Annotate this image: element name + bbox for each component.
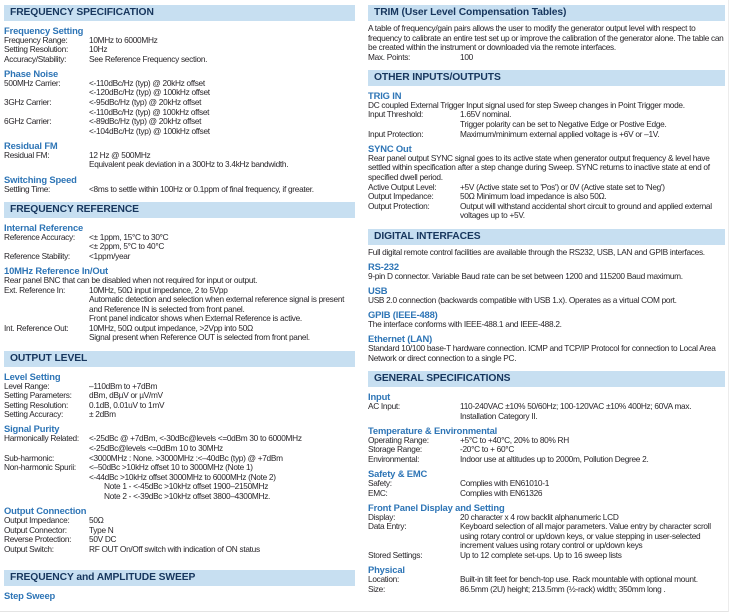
spec-label: Setting Accuracy: bbox=[4, 409, 64, 420]
spec-value bbox=[460, 402, 725, 421]
spec-label: Active Output Level: bbox=[368, 181, 437, 192]
subsection-heading: Frequency Setting bbox=[4, 24, 84, 36]
subsection-heading: Physical bbox=[368, 564, 405, 576]
subsection-heading: Internal Reference bbox=[4, 221, 84, 233]
spec-label: Output Impedance: bbox=[368, 191, 434, 202]
spec-label: AC Input: bbox=[368, 400, 400, 411]
spec-row bbox=[368, 585, 725, 595]
section-header: FREQUENCY REFERENCE bbox=[4, 202, 355, 218]
spec-label: Output Connector: bbox=[4, 524, 67, 535]
spec-row bbox=[368, 130, 725, 140]
spec-value bbox=[89, 98, 355, 117]
paragraph: DC coupled External Trigger Input signal used for step Sweep changes in Point Trigger mode. bbox=[368, 99, 685, 110]
spec-value-line: Front panel indicator shows when External Reference is active. bbox=[89, 313, 302, 324]
spec-label: Frequency Range: bbox=[4, 34, 68, 45]
spec-value-line: <-25dBc@levels <=0dBm 10 to 30MHz bbox=[89, 443, 223, 454]
spec-label: Residual FM: bbox=[4, 149, 50, 160]
subsection-heading: 10MHz Reference In/Out bbox=[4, 264, 109, 276]
spec-value-line: 50Ω bbox=[89, 515, 104, 526]
subsection-heading: Phase Noise bbox=[4, 67, 59, 79]
spec-label: Sub-harmonic: bbox=[4, 452, 55, 463]
left-column bbox=[4, 4, 355, 611]
spec-value-line: <-89dBc/Hz (typ) @ 20kHz offset bbox=[89, 116, 202, 127]
spec-value-line: Indoor use at altitudes up to 2000m, Pollution Degree 2. bbox=[460, 453, 649, 464]
subsection-heading: Step Sweep bbox=[4, 589, 56, 601]
spec-label: Output Protection: bbox=[368, 200, 430, 211]
spec-value-line: Automatic detection and selection when external reference signal is present and Reference IN is selected from front panel. bbox=[89, 294, 345, 314]
spec-value bbox=[89, 55, 355, 65]
paragraph: Rear panel BNC that can be disabled when not required for input or output. bbox=[4, 274, 258, 285]
spec-value-line: –110dBm to +7dBm bbox=[89, 380, 158, 391]
spec-label: EMC: bbox=[368, 487, 388, 498]
spec-value bbox=[460, 551, 725, 561]
spec-value bbox=[89, 324, 355, 343]
spec-value-line: Equivalent peak deviation in a 300Hz to 3.4kHz bandwidth. bbox=[89, 159, 289, 170]
spec-label: Location: bbox=[368, 574, 399, 585]
spec-value-line: Built-in tilt feet for bench-top use. Rack mountable with optional mount. bbox=[460, 574, 698, 585]
section-header: OTHER INPUTS/OUTPUTS bbox=[368, 70, 725, 86]
subsection-heading: Input bbox=[368, 390, 391, 402]
spec-label: Safety: bbox=[368, 477, 392, 488]
spec-value-line: Complies with EN61010-1 bbox=[460, 477, 550, 488]
spec-value-line: <–50dBc >10kHz offset 10 to 3000MHz (Note 1) bbox=[89, 462, 253, 473]
spec-label: Harmonically Related: bbox=[4, 433, 79, 444]
spec-value-line: <8ms to settle within 100Hz or 0.1ppm of final frequency, if greater. bbox=[89, 183, 314, 194]
subsection-heading: Output Connection bbox=[4, 505, 87, 517]
paragraph: Rear panel output SYNC signal goes to its active state when generator output frequency & level have settled within specification after a step change during Sweep. SYNC returns to inactive state at end of specified dwell period. bbox=[368, 152, 710, 182]
spec-label: Output Impedance: bbox=[4, 515, 70, 526]
spec-value bbox=[460, 522, 725, 551]
spec-value-line: <-120dBc/Hz (typ) @ 100kHz offset bbox=[89, 87, 210, 98]
spec-row bbox=[368, 53, 725, 63]
section-header: DIGITAL INTERFACES bbox=[368, 229, 725, 245]
spec-label: Non-harmonic Spurii: bbox=[4, 462, 76, 473]
spec-value bbox=[460, 53, 725, 63]
spec-value bbox=[460, 202, 725, 221]
spec-value-line: +5V (Active state set to 'Pos') or 0V (Active state set to 'Neg') bbox=[460, 181, 665, 192]
spec-label: Max. Points: bbox=[368, 51, 411, 62]
spec-value-line: 10MHz to 6000MHz bbox=[89, 34, 158, 45]
spec-row bbox=[368, 202, 725, 221]
spec-row bbox=[4, 252, 355, 262]
spec-value-line: Keyboard selection of all major parameters. Value entry by character scroll using rotary control or up/down keys, or value stepping in user-selected increment values using rotary control or up/down keys bbox=[460, 521, 711, 551]
spec-label: Data Entry: bbox=[368, 521, 407, 532]
section-header: TRIM (User Level Compensation Tables) bbox=[368, 5, 725, 21]
spec-value-line: <-104dBc/Hz (typ) @ 100kHz offset bbox=[89, 125, 210, 136]
subsection-heading: Residual FM bbox=[4, 139, 58, 151]
spec-value-line: <-110dBc/Hz (typ) @ 20kHz offset bbox=[89, 77, 205, 88]
spec-value-line: 10MHz, 50Ω input impedance, 2 to 5Vpp bbox=[89, 284, 228, 295]
paragraph: 9-pin D connector. Variable Baud rate can be set between 1200 and 115200 Baud maximum. bbox=[368, 271, 683, 281]
spec-value bbox=[89, 286, 355, 324]
spec-label: Reference Accuracy: bbox=[4, 231, 75, 242]
paragraph: USB 2.0 connection (backwards compatible with USB 1.x). Operates as a virtual COM port. bbox=[368, 295, 677, 306]
spec-value bbox=[89, 185, 355, 195]
spec-value bbox=[89, 410, 355, 420]
spec-label: Size: bbox=[368, 583, 385, 594]
spec-value-line: <1ppm/year bbox=[89, 250, 131, 261]
spec-value-line: Up to 12 complete set-ups. Up to 16 sweep lists bbox=[460, 550, 622, 560]
spec-value-line: Maximum/minimum external applied voltage is +6V or –1V. bbox=[460, 128, 660, 139]
spec-value bbox=[89, 36, 355, 46]
spec-value-line: Note 2 - <-39dBc >10kHz offset 3800–4300MHz. bbox=[104, 491, 271, 501]
spec-value-line: <-25dBc @ +7dBm, <-30dBc@levels <=0dBm 30 to 6000MHz bbox=[89, 433, 302, 444]
spec-value bbox=[460, 489, 725, 499]
spec-label: Ext. Reference In: bbox=[4, 284, 66, 295]
spec-row bbox=[368, 522, 725, 551]
spec-value-line: 0.1dB, 0.01uV to 1mV bbox=[89, 399, 165, 410]
spec-label: 6GHz Carrier: bbox=[4, 116, 52, 127]
spec-label: 3GHz Carrier: bbox=[4, 96, 52, 107]
spec-value bbox=[89, 434, 355, 453]
spec-row bbox=[4, 55, 355, 65]
subsection-heading: Switching Speed bbox=[4, 173, 77, 185]
spec-value bbox=[460, 455, 725, 465]
spec-label: Int. Reference Out: bbox=[4, 322, 69, 333]
spec-value-line: Type N bbox=[89, 524, 114, 535]
spec-row bbox=[4, 117, 355, 136]
spec-value-line: <± 1ppm, 15°C to 30°C bbox=[89, 231, 169, 242]
spec-row bbox=[4, 545, 355, 555]
spec-label: Stored Settings: bbox=[368, 550, 423, 560]
spec-value bbox=[89, 151, 355, 170]
spec-label: Input Threshold: bbox=[368, 109, 424, 120]
spec-value bbox=[89, 117, 355, 136]
spec-value-line: Installation Category II. bbox=[460, 410, 538, 421]
spec-value-line: 20 character x 4 row backlit alphanumeric LCD bbox=[460, 511, 619, 522]
spec-label: Operating Range: bbox=[368, 434, 429, 445]
spec-value bbox=[89, 401, 355, 411]
spec-value bbox=[89, 252, 355, 262]
spec-row bbox=[4, 324, 355, 343]
spec-value-line: <3000MHz : None. >3000MHz :<–40dBc (typ) @ +7dBm bbox=[89, 452, 283, 463]
spec-row bbox=[4, 98, 355, 117]
spec-row bbox=[368, 110, 725, 129]
section-header: FREQUENCY and AMPLITUDE SWEEP bbox=[4, 570, 355, 586]
spec-label: Level Range: bbox=[4, 380, 50, 391]
spec-value bbox=[460, 585, 725, 595]
section-header: GENERAL SPECIFICATIONS bbox=[368, 371, 725, 387]
spec-value-line: <-110dBc/Hz (typ) @ 100kHz offset bbox=[89, 106, 210, 117]
subsection-heading: TRIG IN bbox=[368, 89, 402, 101]
spec-label: Setting Resolution: bbox=[4, 399, 68, 410]
spec-value-line: RF OUT On/Off switch with indication of ON status bbox=[89, 543, 260, 554]
spec-value-line: Note 1 - <-45dBc >10kHz offset 1900–2150MHz bbox=[104, 481, 269, 492]
spec-value-line: See Reference Frequency section. bbox=[89, 53, 208, 64]
spec-row bbox=[368, 402, 725, 421]
spec-label: Setting Resolution: bbox=[4, 44, 68, 55]
spec-row bbox=[4, 151, 355, 170]
spec-value bbox=[460, 110, 725, 129]
subsection-heading: GPIB (IEEE-488) bbox=[368, 309, 438, 321]
spec-row bbox=[4, 185, 355, 195]
spec-value bbox=[89, 463, 355, 501]
spec-value-line: Trigger polarity can be set to Negative Edge or Postive Edge. bbox=[460, 119, 667, 130]
spec-row bbox=[368, 479, 725, 489]
spec-row bbox=[4, 233, 355, 252]
spec-label: Output Switch: bbox=[4, 543, 54, 554]
spec-label: Setting Parameters: bbox=[4, 390, 72, 401]
section-header: OUTPUT LEVEL bbox=[4, 351, 355, 367]
subsection-heading: SYNC Out bbox=[368, 142, 412, 154]
paragraph: A table of frequency/gain pairs allows the user to modify the generator output level with respect to frequency to calibrate an entire test set up or improve the calibration of the generator alone. The table can be created within the instrument or downloaded via the remote interfaces. bbox=[368, 23, 724, 53]
subsection-heading: Temperature & Environmental bbox=[368, 424, 498, 436]
subsection-heading: Front Panel Display and Setting bbox=[368, 501, 505, 513]
spec-label: Input Protection: bbox=[368, 128, 424, 139]
spec-row bbox=[4, 434, 355, 453]
spec-label: Settling Time: bbox=[4, 183, 51, 194]
spec-value-line: ± 2dBm bbox=[89, 409, 116, 420]
paragraph: Standard 10/100 base-T hardware connection. ICMP and TCP/IP Protocol for connection to Local Area Network or direct connection to a single PC. bbox=[368, 343, 716, 363]
spec-row bbox=[368, 489, 725, 499]
spec-row bbox=[4, 286, 355, 324]
subsection-heading: Level Setting bbox=[4, 370, 61, 382]
spec-value bbox=[89, 526, 355, 536]
subsection-heading: Safety & EMC bbox=[368, 467, 428, 479]
spec-value-line: <-95dBc/Hz (typ) @ 20kHz offset bbox=[89, 96, 202, 107]
spec-value-line: <± 2ppm, 5°C to 40°C bbox=[89, 241, 165, 252]
spec-row bbox=[4, 410, 355, 420]
spec-value bbox=[89, 233, 355, 252]
subsection-heading: Signal Purity bbox=[4, 423, 60, 435]
spec-value-line: 10Hz bbox=[89, 44, 108, 55]
spec-value-line: dBm, dBµV or µV/mV bbox=[89, 390, 163, 401]
spec-label: Reference Stability: bbox=[4, 250, 70, 261]
spec-value-line: 86.5mm (2U) height; 213.5mm (½-rack) width; 350mm long . bbox=[460, 583, 666, 594]
spec-label: Storage Range: bbox=[368, 444, 422, 455]
spec-row bbox=[4, 463, 355, 501]
spec-value-line: 10MHz, 50Ω output impedance, >2Vpp into 50Ω bbox=[89, 322, 253, 333]
spec-value-line: 50V DC bbox=[89, 534, 117, 545]
spec-row bbox=[368, 455, 725, 465]
spec-value bbox=[89, 79, 355, 98]
spec-value-line: <-44dBc >10kHz offset 3000MHz to 6000MHz (Note 2) bbox=[89, 471, 276, 482]
spec-value-line: 110-240VAC ±10% 50/60Hz; 100-120VAC ±10% 400Hz; 60VA max. bbox=[460, 400, 692, 411]
paragraph: Full digital remote control facilities are available through the RS232, USB, LAN and GPIB interfaces. bbox=[368, 246, 705, 257]
spec-label: 500MHz Carrier: bbox=[4, 77, 61, 88]
subsection-heading: RS-232 bbox=[368, 261, 399, 272]
spec-value-line: 50Ω Minimum load impedance is also 50Ω. bbox=[460, 191, 607, 202]
spec-value-line: Complies with EN61326 bbox=[460, 487, 543, 498]
spec-row bbox=[368, 551, 725, 561]
spec-value bbox=[89, 516, 355, 526]
spec-label: Display: bbox=[368, 511, 396, 522]
spec-value-line: 12 Hz @ 500MHz bbox=[89, 149, 151, 160]
section-header: FREQUENCY SPECIFICATION bbox=[4, 5, 355, 21]
subsection-heading: Ethernet (LAN) bbox=[368, 333, 433, 345]
spec-row bbox=[4, 79, 355, 98]
spec-value-line: +5°C to +40°C, 20% to 80% RH bbox=[460, 434, 569, 445]
paragraph: The interface conforms with IEEE-488.1 and IEEE-488.2. bbox=[368, 319, 562, 330]
spec-value-line: 1.65V nominal. bbox=[460, 109, 512, 120]
spec-label: Environmental: bbox=[368, 453, 420, 464]
spec-value-line: Output will withstand accidental short circuit to ground and applied external voltages up to +5V. bbox=[460, 200, 712, 221]
right-column bbox=[368, 4, 725, 611]
spec-value-line: -20°C to + 60°C bbox=[460, 444, 515, 455]
spec-label: Accuracy/Stability: bbox=[4, 53, 67, 64]
spec-value-line: Signal present when Reference OUT is selected from front panel. bbox=[89, 332, 310, 343]
spec-label: Reverse Protection: bbox=[4, 534, 72, 545]
spec-value bbox=[89, 545, 355, 555]
subsection-heading: USB bbox=[368, 285, 388, 297]
spec-value-line: 100 bbox=[460, 51, 473, 62]
spec-value bbox=[460, 130, 725, 140]
